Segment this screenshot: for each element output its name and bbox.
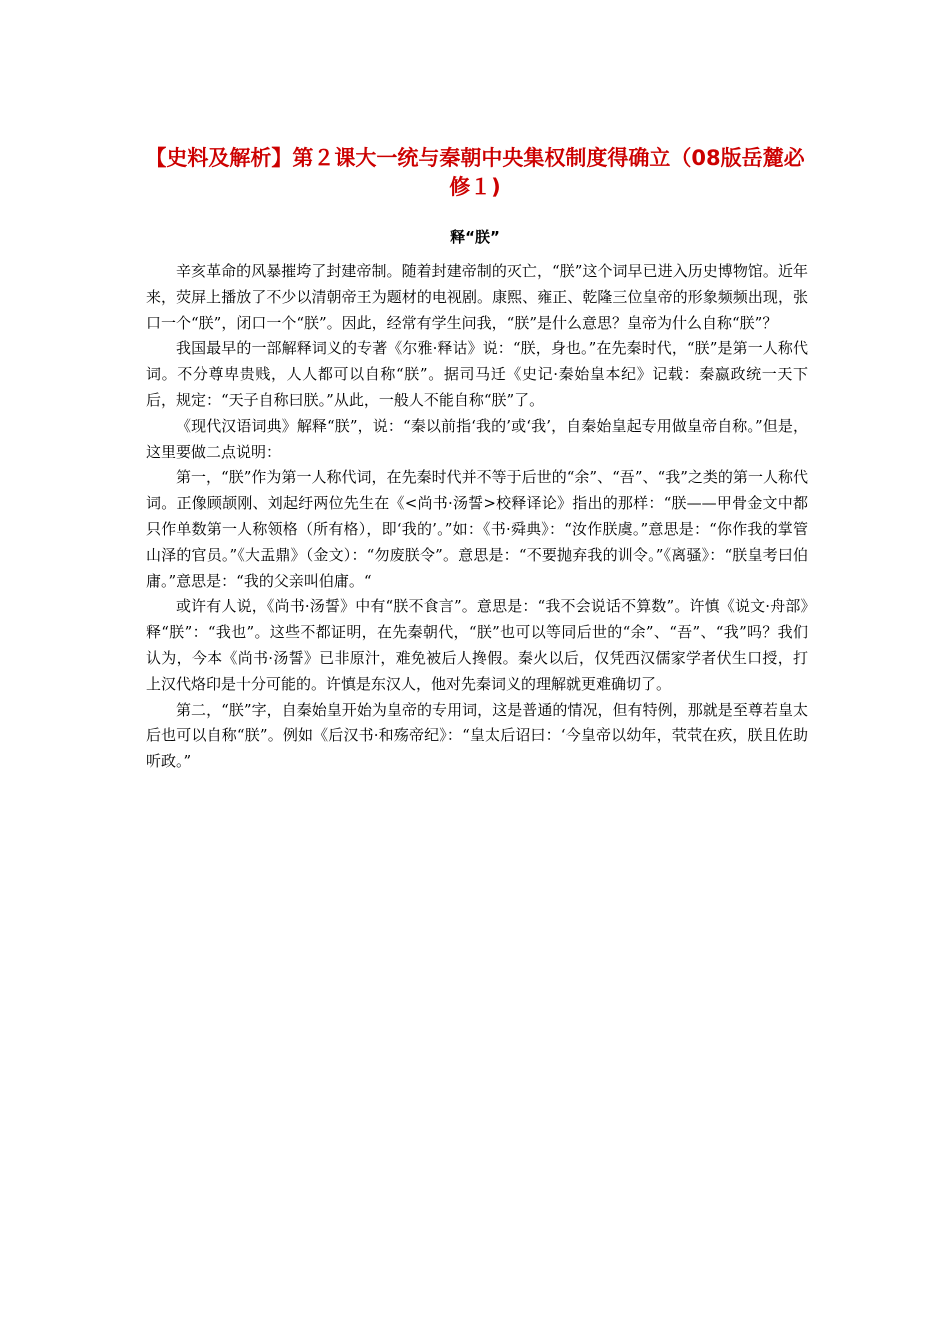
paragraph-4: 第一，“朕”作为第一人称代词，在先秦时代并不等于后世的“余”、“吾”、“我”之类的第一人称代词。正像顾颉刚、刘起纡两位先生在《<尚书·汤誓>校释译论》指出的那样：“朕——甲骨金文中都只作单数第一人称领格（所有格），即‘我的’。”如：《书·舜典》：“汝作朕虞。”意思是：“你作我的掌管山泽的官员。”《大盂鼎》（金文）：“勿废朕令”。意思是：“不要抛弃我的训令。”《离骚》：“朕皇考曰伯庸。”意思是：“我的父亲叫伯庸。“ [146, 468, 808, 590]
article-body [146, 259, 808, 775]
paragraph-3: 《现代汉语词典》解释“朕”，说：“秦以前指‘我的’或‘我’，自秦始皇起专用做皇帝自称。”但是，这里要做二点说明： [146, 416, 808, 461]
document-title: 【史料及解析】第２课大一统与秦朝中央集权制度得确立（08版岳麓必修１) [145, 146, 805, 199]
section-title: 释“朕” [450, 228, 500, 246]
paragraph-6: 第二，“朕”字，自秦始皇开始为皇帝的专用词，这是普通的情况，但有特例，那就是至尊若皇太后也可以自称“朕”。例如《后汉书·和殇帝纪》：“皇太后诏曰：‘今皇帝以幼年，茕茕在疚，朕且佐助听政。” [146, 700, 808, 771]
paragraph-5: 或许有人说，《尚书·汤誓》中有“朕不食言”。意思是：“我不会说话不算数”。许慎《说文·舟部》释“朕”：“我也”。这些不都证明，在先秦朝代，“朕”也可以等同后世的“余”、“吾”、“我”吗？我们认为，今本《尚书·汤誓》已非原汁，难免被后人搀假。秦火以后，仅凭西汉儒家学者伏生口授，打上汉代烙印是十分可能的。许慎是东汉人，他对先秦词义的理解就更难确切了。 [146, 597, 808, 693]
paragraph-2: 我国最早的一部解释词义的专著《尔雅·释诂》说：“朕，身也。”在先秦时代，“朕”是第一人称代词。不分尊卑贵贱，人人都可以自称“朕”。据司马迁《史记·秦始皇本纪》记载：秦嬴政统一天下后，规定：“天子自称曰朕。”从此，一般人不能自称“朕”了。 [146, 339, 808, 409]
paragraph-1: 辛亥革命的风暴摧垮了封建帝制。随着封建帝制的灭亡，“朕”这个词早已进入历史博物馆。近年来，荧屏上播放了不少以清朝帝王为题材的电视剧。康熙、雍正、乾隆三位皇帝的形象频频出现，张口一个“朕”，闭口一个“朕”。因此，经常有学生问我，“朕”是什么意思？皇帝为什么自称“朕”？ [146, 262, 808, 332]
